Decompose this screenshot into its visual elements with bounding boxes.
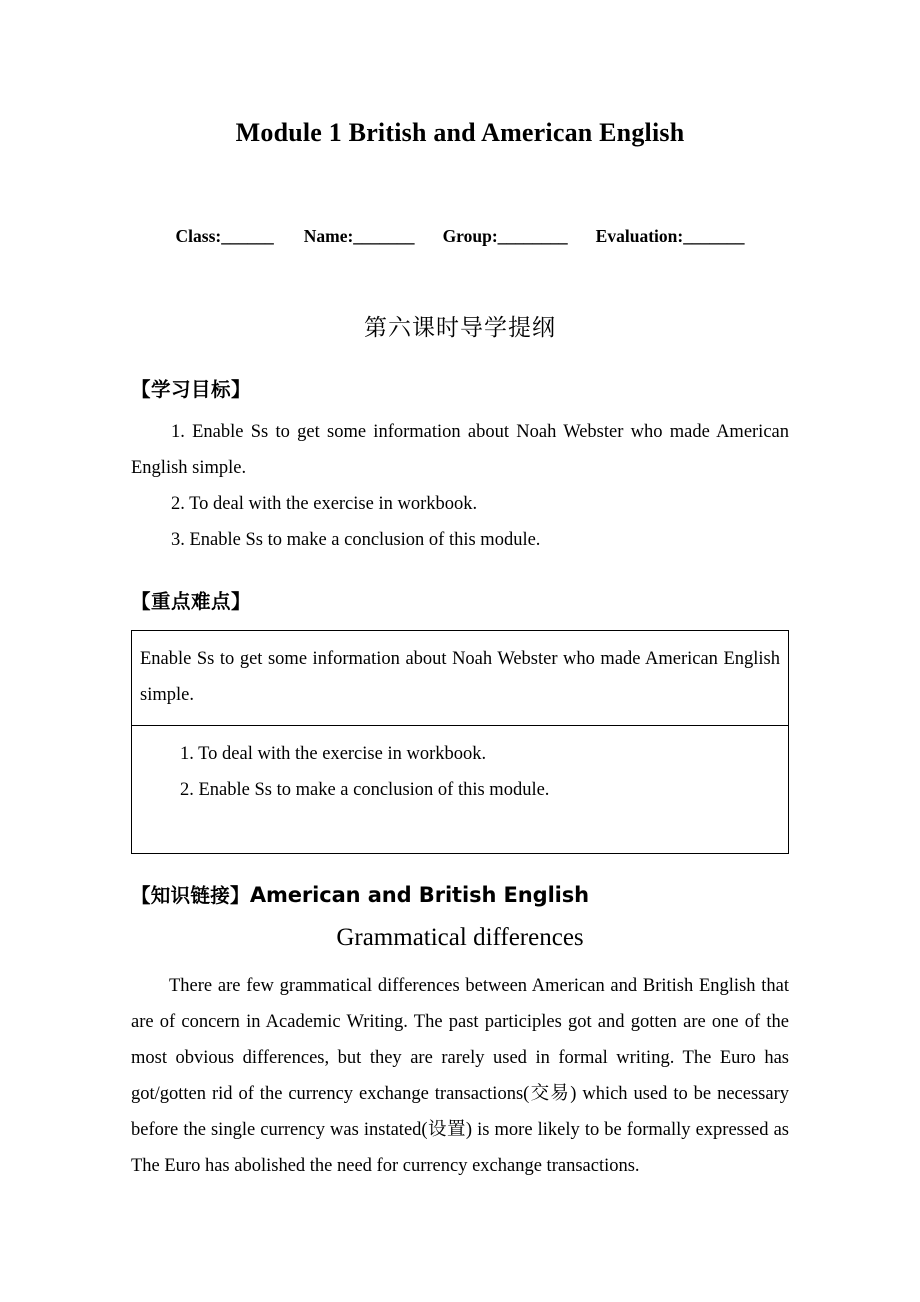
lesson-heading: 第六课时导学提纲 (364, 315, 556, 342)
group-field[interactable]: Group:________ (442, 226, 568, 247)
objective-item: 2. To deal with the exercise in workbook. (171, 494, 478, 515)
table-row (132, 631, 789, 726)
key-points-cell-main (132, 631, 789, 726)
key-points-cell-list (132, 726, 789, 854)
class-field[interactable]: Class:______ (175, 226, 274, 247)
key-points-item: 2. Enable Ss to make a conclusion of this module. (180, 780, 550, 801)
table-row (132, 726, 789, 854)
key-points-heading: 【重点难点】 (131, 590, 252, 614)
key-points-table (131, 630, 789, 854)
key-points-item: 1. To deal with the exercise in workbook. (180, 744, 487, 765)
article-body (131, 952, 789, 1184)
objectives-heading: 【学习目标】 (131, 378, 252, 402)
name-field[interactable]: Name:_______ (303, 226, 415, 247)
objective-item: 3. Enable Ss to make a conclusion of this module. (171, 530, 541, 551)
article-paragraph: There are few grammatical differences between American and British English that are of concern in Academic Writing. The past participles got and gotten are one of the most obvious differences, but they are rarely used in formal writing. The Euro has got/gotten rid of the currency exchange transactions(交易) which used to be necessary before the single currency was instated(设置) is more likely to be formally expressed as The Euro has abolished the need for currency exchange transactions. (131, 976, 789, 1177)
knowledge-link-heading (131, 854, 789, 908)
student-info-line (131, 148, 789, 247)
objective-item: 1. Enable Ss to get some information about Noah Webster who made American English simple. (131, 422, 789, 479)
article-subtitle: Grammatical differences (336, 924, 584, 952)
knowledge-link-cjk-label: 【知识链接】 (131, 884, 250, 908)
page-title: Module 1 British and American English (235, 118, 685, 147)
evaluation-field[interactable]: Evaluation:_______ (595, 226, 745, 247)
knowledge-link-en-label: American and British English (249, 883, 590, 908)
objectives-list (131, 402, 789, 558)
key-points-text: Enable Ss to get some information about Noah Webster who made American English simple. (140, 649, 780, 706)
